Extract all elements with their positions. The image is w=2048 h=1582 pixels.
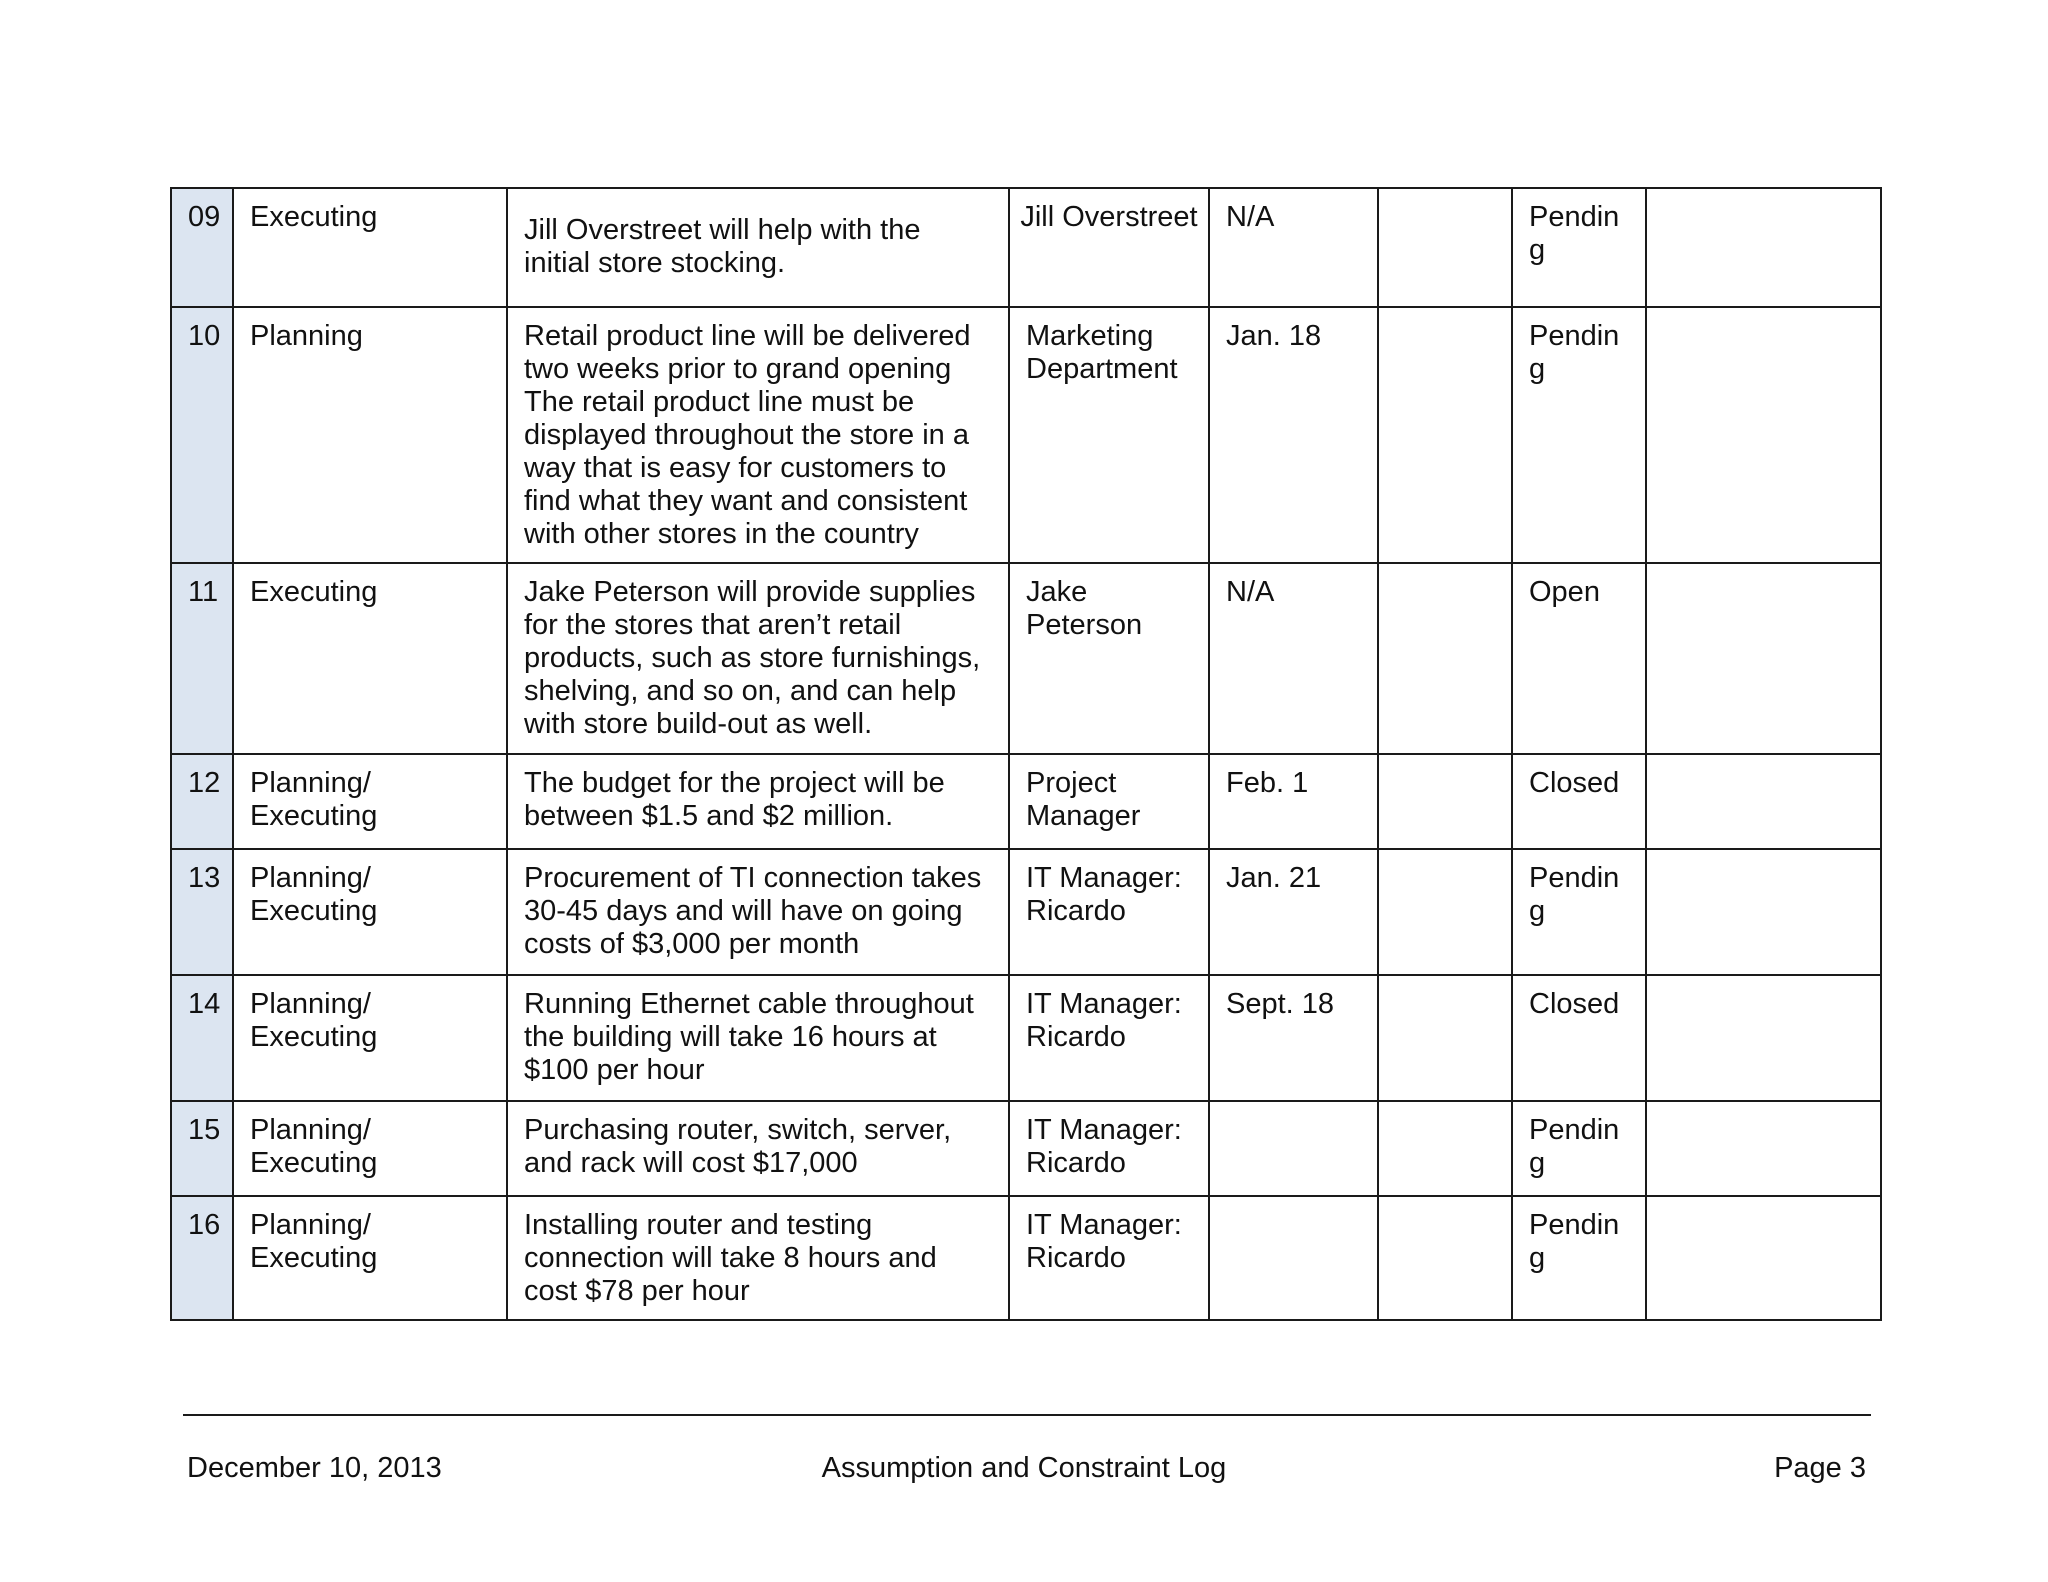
row-id: 11: [171, 563, 233, 754]
row-owner: IT Manager: Ricardo: [1009, 975, 1209, 1101]
row-extra: [1378, 754, 1512, 849]
row-phase: Planning/ Executing: [233, 849, 507, 975]
row-phase: Planning/ Executing: [233, 975, 507, 1101]
row-notes: [1646, 307, 1881, 563]
row-status: Pending: [1512, 307, 1646, 563]
table-row: [171, 307, 1881, 563]
row-extra: [1378, 1196, 1512, 1320]
table-row: [171, 754, 1881, 849]
row-date: [1209, 1196, 1378, 1320]
row-extra: [1378, 849, 1512, 975]
row-status: Pending: [1512, 1196, 1646, 1320]
row-description: Jill Overstreet will help with the initial store stocking.: [507, 188, 1009, 307]
row-phase: Planning/ Executing: [233, 1196, 507, 1320]
row-description: The budget for the project will be between $1.5 and $2 million.: [507, 754, 1009, 849]
table-row: [171, 849, 1881, 975]
row-date: Jan. 18: [1209, 307, 1378, 563]
row-owner: Marketing Department: [1009, 307, 1209, 563]
row-date: N/A: [1209, 563, 1378, 754]
row-id: 16: [171, 1196, 233, 1320]
row-status: Closed: [1512, 975, 1646, 1101]
table-row: [171, 563, 1881, 754]
row-description: Procurement of TI connection takes 30-45 days and will have on going costs of $3,000 per month: [507, 849, 1009, 975]
table-row: [171, 975, 1881, 1101]
row-id: 12: [171, 754, 233, 849]
row-id: 10: [171, 307, 233, 563]
row-owner: IT Manager: Ricardo: [1009, 1101, 1209, 1196]
footer-divider: [183, 1414, 1871, 1416]
row-description: Installing router and testing connection will take 8 hours and cost $78 per hour: [507, 1196, 1009, 1320]
row-date: N/A: [1209, 188, 1378, 307]
row-phase: Planning/ Executing: [233, 1101, 507, 1196]
row-notes: [1646, 975, 1881, 1101]
row-status: Open: [1512, 563, 1646, 754]
row-extra: [1378, 975, 1512, 1101]
row-notes: [1646, 1196, 1881, 1320]
table-row: [171, 1101, 1881, 1196]
row-extra: [1378, 188, 1512, 307]
row-status: Pending: [1512, 188, 1646, 307]
row-phase: Planning/ Executing: [233, 754, 507, 849]
footer-page-number: Page 3: [1774, 1452, 1866, 1484]
table-row: [171, 188, 1881, 307]
row-extra: [1378, 563, 1512, 754]
row-extra: [1378, 1101, 1512, 1196]
row-description: Purchasing router, switch, server, and rack will cost $17,000: [507, 1101, 1009, 1196]
row-description: Running Ethernet cable throughout the building will take 16 hours at $100 per hour: [507, 975, 1009, 1101]
row-date: [1209, 1101, 1378, 1196]
table-row: [171, 1196, 1881, 1320]
row-status: Closed: [1512, 754, 1646, 849]
row-owner: Project Manager: [1009, 754, 1209, 849]
row-id: 09: [171, 188, 233, 307]
assumption-constraint-table: [170, 187, 1882, 1321]
row-id: 13: [171, 849, 233, 975]
row-status: Pending: [1512, 849, 1646, 975]
row-id: 15: [171, 1101, 233, 1196]
row-owner: IT Manager: Ricardo: [1009, 1196, 1209, 1320]
row-notes: [1646, 563, 1881, 754]
row-owner: Jill Overstreet: [1009, 188, 1209, 307]
row-owner: IT Manager: Ricardo: [1009, 849, 1209, 975]
row-notes: [1646, 1101, 1881, 1196]
row-status: Pending: [1512, 1101, 1646, 1196]
footer-date: December 10, 2013: [187, 1452, 442, 1484]
row-phase: Executing: [233, 188, 507, 307]
row-description: Jake Peterson will provide supplies for the stores that aren’t retail products, such as store furnishings, shelving, and so on, and can help with store build-out as well.: [507, 563, 1009, 754]
row-date: Feb. 1: [1209, 754, 1378, 849]
row-notes: [1646, 849, 1881, 975]
row-notes: [1646, 188, 1881, 307]
row-phase: Planning: [233, 307, 507, 563]
row-date: Sept. 18: [1209, 975, 1378, 1101]
row-phase: Executing: [233, 563, 507, 754]
row-id: 14: [171, 975, 233, 1101]
row-description: Retail product line will be delivered two weeks prior to grand opening The retail product line must be displayed throughout the store in a way that is easy for customers to find what they want and consistent with other stores in the country: [507, 307, 1009, 563]
row-owner: Jake Peterson: [1009, 563, 1209, 754]
row-notes: [1646, 754, 1881, 849]
footer-title: Assumption and Constraint Log: [821, 1452, 1227, 1484]
row-date: Jan. 21: [1209, 849, 1378, 975]
row-extra: [1378, 307, 1512, 563]
